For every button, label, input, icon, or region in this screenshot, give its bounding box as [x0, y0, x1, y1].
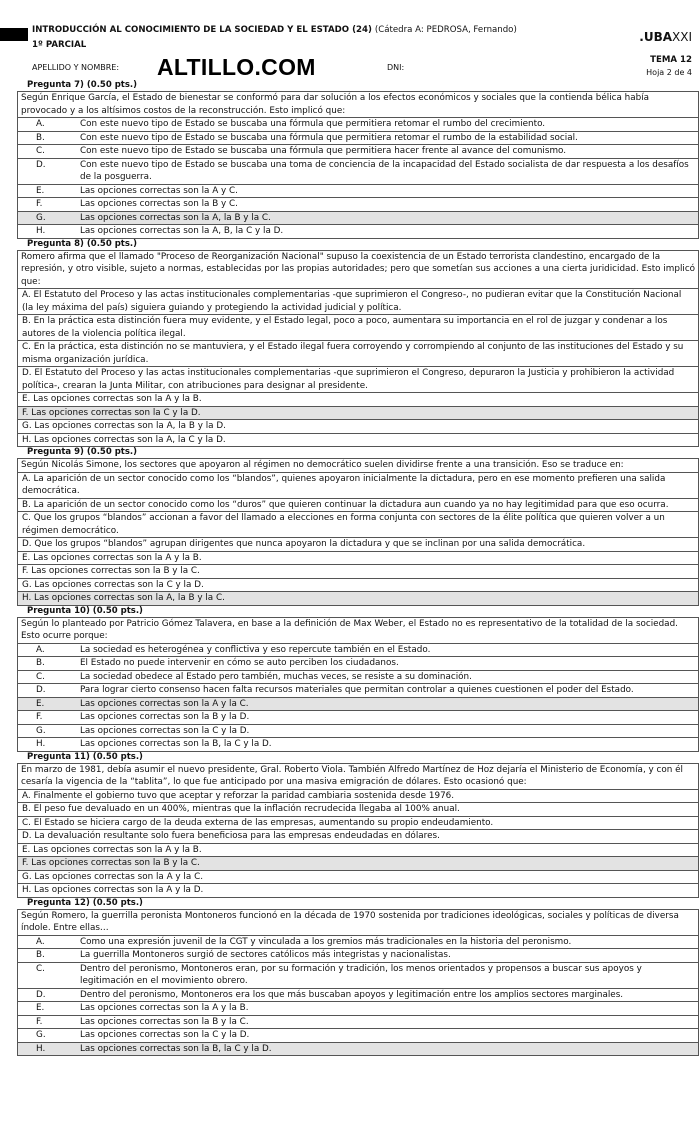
option-text: Como una expresión juvenil de la CGT y vinculada a los gremios más tradicionales en la historia del peronismo. — [80, 936, 572, 947]
page-indicator: Hoja 2 de 4 — [646, 68, 692, 77]
option-letter: C. — [36, 671, 45, 682]
answer-option[interactable] — [18, 803, 698, 817]
option-text: Dentro del peronismo, Montoneros eran, por su formación y tradición, los menos orientados y propensos a buscar sus apoyos y legitimación en el movimiento obrero. — [80, 963, 642, 986]
course-title: INTRODUCCIÓN AL CONOCIMIENTO DE LA SOCIEDAD Y EL ESTADO (24) (Cátedra A: PEDROSA, Fernando) — [32, 25, 517, 35]
question-stem: Según lo planteado por Patricio Gómez Talavera, en base a la definición de Max Weber, el Estado no es representativo de la totalidad de la sociedad. Esto ocurre porque: — [17, 617, 699, 644]
option-letter: D. — [36, 159, 46, 170]
answer-option[interactable] — [18, 132, 698, 146]
option-letter: E. — [36, 1003, 45, 1013]
option-text: Con este nuevo tipo de Estado se buscaba una fórmula que permitiera hacer frente al avance del comunismo. — [80, 146, 567, 156]
option-text: E. Las opciones correctas son la A y la B. — [22, 844, 202, 855]
option-text: Las opciones correctas son la A, la B y la C. — [80, 212, 271, 223]
option-text: Las opciones correctas son la B, la C y la D. — [80, 739, 272, 749]
option-text: B. La aparición de un sector conocido como los “duros” que quieren continuar la dictadura aun cuando ya no hay legitimidad para que eso ocurra. — [22, 499, 669, 510]
option-text: Para lograr cierto consenso hacen falta recursos materiales que permitan controlar a quienes cuestionen el poder del Estado. — [80, 685, 634, 695]
option-letter: B. — [36, 132, 45, 143]
apellido-label: APELLIDO Y NOMBRE: — [32, 63, 120, 72]
option-text: A. La aparición de un sector conocido como los “blandos”, quienes apoyaron inicialmente la dictadura, pero en ese momento prefieren una salida democrática. — [22, 473, 666, 496]
question-stem: Según Romero, la guerrilla peronista Montoneros funcionó en la década de 1970 sostenida por tradiciones ideológicas, sociales y políticas de diversa índole. Entre ellas… — [17, 909, 699, 936]
option-letter: G. — [36, 212, 46, 223]
option-text: B. El peso fue devaluado en un 400%, mientras que la inflación recrudecida llegaba al 100% anual. — [22, 804, 460, 814]
answer-option[interactable] — [18, 684, 698, 698]
option-text: Las opciones correctas son la A, B, la C y la D. — [80, 226, 284, 236]
question-title: Pregunta 7) (0.50 pts.) — [27, 80, 138, 90]
answer-option[interactable] — [18, 698, 698, 712]
option-text: H. Las opciones correctas son la A, la C y la D. — [22, 434, 226, 445]
option-letter: A. — [36, 644, 45, 655]
answer-option[interactable] — [18, 844, 698, 858]
answer-option[interactable] — [18, 420, 698, 434]
option-letter: B. — [36, 950, 45, 960]
option-text: Con este nuevo tipo de Estado se buscaba una fórmula que permitiera retomar el rumbo del crecimiento. — [80, 119, 546, 129]
answer-option[interactable] — [18, 830, 698, 844]
question-stem: Según Nicolás Simone, los sectores que apoyaron al régimen no democrático suelen dividirse frente a una transición. Eso se traduce en: — [17, 458, 699, 473]
option-text: H. Las opciones correctas son la A y la D. — [22, 885, 204, 895]
option-text: La sociedad obedece al Estado pero también, muchas veces, se resiste a su dominación. — [80, 671, 472, 682]
answer-option[interactable] — [18, 473, 698, 499]
option-text: B. En la práctica esta distinción fuera muy evidente, y el Estado legal, poco a poco, aumentara su importancia en el rol de juzgar y condenar a los autores de la violencia política ilegal. — [22, 316, 668, 339]
option-text: C. El Estado se hiciera cargo de la deuda externa de las empresas, aumentando su propio endeudamiento. — [22, 817, 494, 828]
answer-option[interactable] — [18, 185, 698, 199]
option-text: Dentro del peronismo, Montoneros era los que más buscaban apoyos y legitimación entre los amplios sectores marginales. — [80, 989, 624, 1000]
answer-option[interactable] — [18, 341, 698, 367]
options-list — [17, 289, 699, 447]
answer-option[interactable] — [18, 212, 698, 226]
question-title: Pregunta 9) (0.50 pts.) — [27, 447, 138, 457]
option-letter: C. — [36, 963, 45, 974]
answer-option[interactable] — [18, 711, 698, 725]
option-text: Las opciones correctas son la C y la D. — [80, 1030, 250, 1040]
answer-option[interactable] — [18, 393, 698, 407]
option-text: C. En la práctica, esta distinción no se mantuviera, y el Estado ilegal fuera corroyendo y corrompiendo al conjunto de las instituciones del Estado y su misma organización jurídica. — [22, 342, 684, 365]
option-text: Las opciones correctas son la A y C. — [80, 185, 238, 196]
answer-option[interactable] — [18, 225, 698, 239]
answer-option[interactable] — [18, 657, 698, 671]
option-letter: F. — [36, 712, 43, 722]
answer-option[interactable] — [18, 367, 698, 393]
answer-option[interactable] — [18, 671, 698, 685]
answer-option[interactable] — [18, 884, 698, 898]
options-list — [17, 118, 699, 239]
option-text: C. Que los grupos “blandos” accionan a favor del llamado a elecciones en forma conjunta con sectores de la élite política que quieren volver a un régimen democrático. — [22, 513, 665, 536]
option-text: Las opciones correctas son la C y la D. — [80, 725, 250, 736]
question-title: Pregunta 11) (0.50 pts.) — [27, 751, 143, 762]
answer-option[interactable] — [18, 1016, 698, 1030]
answer-option[interactable] — [18, 936, 698, 950]
question-title: Pregunta 10) (0.50 pts.) — [27, 605, 143, 616]
answer-option[interactable] — [18, 145, 698, 159]
option-text: G. Las opciones correctas son la A y la C. — [22, 871, 204, 882]
option-text: Con este nuevo tipo de Estado se buscaba una toma de conciencia de la incapacidad del Estado socialista de dar respuesta a los desafíos de la posguerra. — [80, 159, 689, 182]
option-text: F. Las opciones correctas son la B y la C. — [22, 858, 200, 868]
answer-option[interactable] — [18, 738, 698, 752]
answer-option[interactable] — [18, 1002, 698, 1016]
answer-option[interactable] — [18, 434, 698, 448]
option-text: Las opciones correctas son la A y la C. — [80, 698, 249, 709]
option-text: H. Las opciones correctas son la A, la B y la C. — [22, 593, 225, 603]
option-text: D. La devaluación resultante solo fuera beneficiosa para las empresas endeudadas en dólares. — [22, 831, 440, 841]
answer-option[interactable] — [18, 871, 698, 885]
answer-option[interactable] — [18, 565, 698, 579]
option-letter: D. — [36, 685, 46, 695]
option-letter: C. — [36, 146, 45, 156]
answer-option[interactable] — [18, 198, 698, 212]
option-text: E. Las opciones correctas son la A y la B. — [22, 552, 202, 563]
option-letter: H. — [36, 1043, 46, 1054]
answer-option[interactable] — [18, 592, 698, 606]
option-letter: F. — [36, 199, 43, 209]
options-list — [17, 936, 699, 1057]
option-letter: B. — [36, 658, 45, 668]
answer-option[interactable] — [18, 644, 698, 658]
options-list — [17, 644, 699, 752]
answer-option[interactable] — [18, 538, 698, 552]
answer-option[interactable] — [18, 1029, 698, 1043]
options-list — [17, 473, 699, 606]
dni-label: DNI: — [387, 63, 405, 72]
option-text: G. Las opciones correctas son la C y la D. — [22, 579, 204, 590]
option-text: Las opciones correctas son la B, la C y la D. — [80, 1043, 272, 1054]
option-text: Las opciones correctas son la B y la D. — [80, 712, 250, 722]
option-letter: E. — [36, 698, 45, 709]
option-text: A. Finalmente el gobierno tuvo que aceptar y reforzar la paridad cambiaria sostenida desde 1976. — [22, 790, 455, 801]
option-text: G. Las opciones correctas son la A, la B y la D. — [22, 421, 226, 431]
answer-option[interactable] — [18, 949, 698, 963]
question-title: Pregunta 12) (0.50 pts.) — [27, 897, 143, 908]
option-letter: G. — [36, 1030, 46, 1040]
option-text: Las opciones correctas son la B y la C. — [80, 1016, 249, 1027]
watermark: ALTILLO.COM — [157, 54, 316, 80]
question-title: Pregunta 8) (0.50 pts.) — [27, 238, 138, 249]
questions-container — [17, 80, 699, 1056]
answer-option[interactable] — [18, 289, 698, 315]
question-stem: En marzo de 1981, debía asumir el nuevo presidente, Gral. Roberto Viola. También Alfredo Martínez de Hoz dejaría el Ministerio de Economía, y con él cesaría la vigencia de la “tablita”, lo que fue anticipado por una masiva emigración de dólares. Esto ocasionó que: — [17, 763, 699, 790]
option-text: F. Las opciones correctas son la B y la C. — [22, 566, 200, 576]
option-letter: A. — [36, 936, 45, 947]
option-text: D. El Estatuto del Proceso y las actas institucionales complementarias -que suprimieron el Congreso, depuraron la Justicia y prohibieron la actividad política-, crearan la Junta Militar, con atribuciones para designar al presidente. — [22, 368, 675, 391]
option-text: F. Las opciones correctas son la C y la D. — [22, 407, 201, 418]
answer-option[interactable] — [18, 817, 698, 831]
answer-option[interactable] — [18, 725, 698, 739]
options-list — [17, 790, 699, 898]
answer-option[interactable] — [18, 118, 698, 132]
option-letter: H. — [36, 226, 46, 236]
question-stem: Según Enrique García, el Estado de bienestar se conformó para dar solución a los efectos económicos y sociales que la contienda bélica había provocado y a los altísimos costos de la reconstrucción. Esto implicó que: — [17, 91, 699, 118]
answer-option[interactable] — [18, 989, 698, 1003]
option-letter: A. — [36, 119, 45, 129]
option-text: La guerrilla Montoneros surgió de sectores católicos más integristas y nacionalistas. — [80, 950, 451, 960]
answer-option[interactable] — [18, 579, 698, 593]
option-letter: D. — [36, 989, 46, 1000]
option-text: El Estado no puede intervenir en cómo se auto perciben los ciudadanos. — [80, 658, 399, 668]
option-text: A. El Estatuto del Proceso y las actas institucionales complementarias -que suprimieron el Congreso-, no pudieran evitar que la Constitución Nacional (la ley máxima del país) siguiera guiando y protegiendo la actividad judicial y política. — [22, 290, 682, 313]
answer-option[interactable] — [18, 857, 698, 871]
answer-option[interactable] — [18, 499, 698, 513]
answer-option[interactable] — [18, 315, 698, 341]
option-text: E. Las opciones correctas son la A y la B. — [22, 394, 202, 404]
tema-label: TEMA 12 — [650, 55, 692, 65]
black-bar — [0, 28, 28, 41]
option-letter: F. — [36, 1016, 43, 1027]
option-text: La sociedad es heterogénea y conflictiva y eso repercute también en el Estado. — [80, 644, 431, 655]
option-letter: H. — [36, 739, 46, 749]
answer-option[interactable] — [18, 790, 698, 804]
answer-option[interactable] — [18, 1043, 698, 1057]
answer-option[interactable] — [18, 159, 698, 185]
option-letter: E. — [36, 185, 45, 196]
option-letter: G. — [36, 725, 46, 736]
uba-logo: .UBAXXI — [639, 30, 692, 44]
parcial-label: 1º PARCIAL — [32, 40, 87, 50]
option-text: Las opciones correctas son la A y la B. — [80, 1003, 249, 1013]
question-stem: Romero afirma que el llamado "Proceso de Reorganización Nacional" supuso la coexistencia de un Estado terrorista clandestino, encargado de la represión, y otro visible, sujeto a normas, establecidas por las propias autoridades; pero que sometían sus acciones a una cierta juridicidad. Esto implicó que: — [17, 250, 699, 290]
option-text: Las opciones correctas son la B y C. — [80, 199, 238, 209]
catedra: (Cátedra A: PEDROSA, Fernando) — [374, 25, 517, 35]
answer-option[interactable] — [18, 963, 698, 989]
answer-option[interactable] — [18, 407, 698, 421]
answer-option[interactable] — [18, 552, 698, 566]
answer-option[interactable] — [18, 512, 698, 538]
option-text: Con este nuevo tipo de Estado se buscaba una fórmula que permitiera retomar el rumbo de la estabilidad social. — [80, 132, 578, 143]
option-text: D. Que los grupos “blandos” agrupan dirigentes que nunca apoyaron la dictadura y que se inclinan por una salida democrática. — [22, 539, 586, 549]
